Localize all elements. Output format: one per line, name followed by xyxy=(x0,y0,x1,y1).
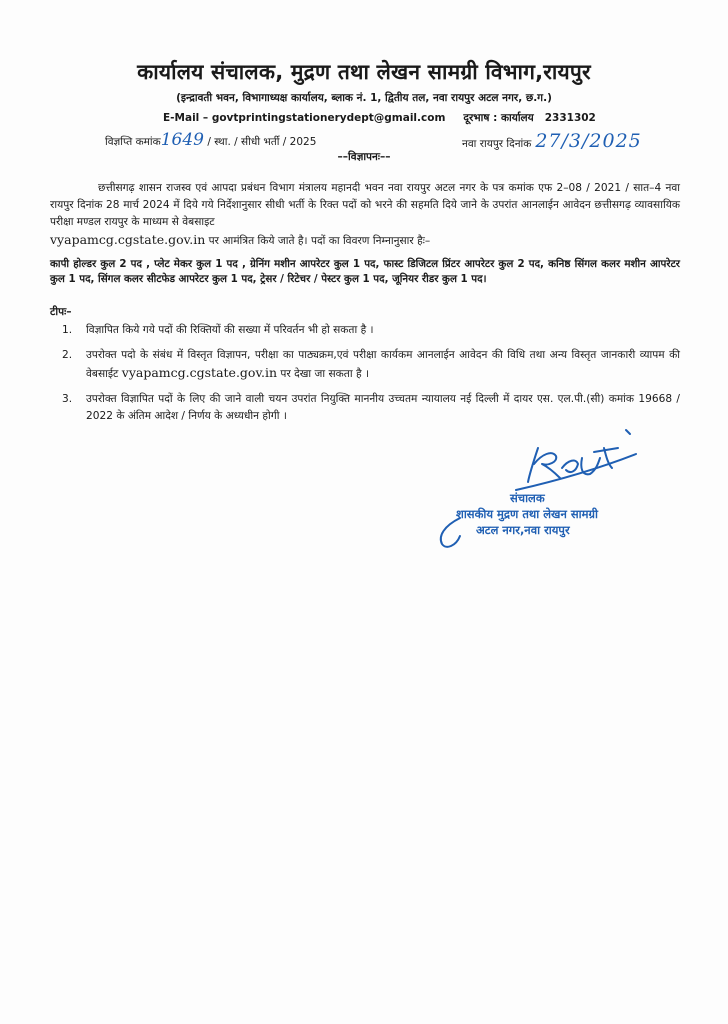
note-number: 3. xyxy=(62,393,73,405)
notice-heading: ––विज्ञापनः–– xyxy=(337,151,391,163)
notice-body xyxy=(50,180,680,250)
notes-label: टीपः– xyxy=(50,306,72,318)
signatory-location: अटल नगर,नवा रायपुर xyxy=(476,523,570,537)
body-text-1: छत्तीसगढ़ शासन राजस्व एवं आपदा प्रबंधन विभाग मंत्रालय महानदी भवन नवा रायपुर अटल नगर के पत्र कमांक एफ 2–08 / 2021 / सात–4 नवा रायपुर दिनांक 28 मार्च 2024 में दिये गये निर्देशानुसार सीधी भर्ती के रिक्त पदों को भरने की सहमति दिये जाने के उपरांत आनलाईन आवेदन छत्तीसगढ़ व्यावसायिक परीक्षा मण्डल रायपुर के माध्यम से वेबसाइट xyxy=(50,182,680,228)
note-item xyxy=(50,322,680,339)
handwritten-date: 27/3/2025 xyxy=(535,130,642,152)
signature-lines xyxy=(430,490,598,538)
office-title: कार्यालय संचालक, मुद्रण तथा लेखन सामग्री विभाग,रायपुर xyxy=(137,60,591,84)
body-text-2: पर आमंत्रित किये जाते है। पदों का विवरण निम्नानुसार हैः– xyxy=(208,235,431,247)
signature-stroke xyxy=(528,448,538,482)
note-text-end: पर देखा जा सकता है । xyxy=(280,368,369,380)
signature-stroke xyxy=(534,453,560,478)
note-text: उपरोक्त विज्ञापित पदों के लिए की जाने वाली चयन उपरांत नियुक्ति माननीय उच्चतम न्यायालय नई दिल्ली में दायर एस. एल.पी.(सी) कमांक 19668 / 2022 के अंतिम आदेश / निर्णय के अध्यधीन होगी । xyxy=(86,393,680,422)
reference-prefix: विज्ञप्ति कमांक xyxy=(105,136,161,148)
handwritten-reference-number: 1649 xyxy=(160,130,204,150)
email-text: E-Mail – govtprintingstationerydept@gmail.com xyxy=(163,112,446,124)
note-number: 2. xyxy=(62,349,73,361)
phone-number: 2331302 xyxy=(544,112,596,124)
date-label: नवा रायपुर दिनांक xyxy=(462,138,532,150)
phone-label: दूरभाष : कार्यालय xyxy=(463,112,534,124)
contact-line xyxy=(163,111,596,125)
reference-date xyxy=(462,130,642,152)
signatory-department: शासकीय मुद्रण तथा लेखन सामग्री xyxy=(456,507,598,521)
note-number: 1. xyxy=(62,324,73,336)
note-text: उपरोक्त पदो के संबंध में विस्तृत विज्ञापन, परीक्षा का पाठ्यक्रम,एवं परीक्षा कार्यकम आनलाईन आवेदन की विधि तथा अन्य विस्तृत जानकारी व्यापम की वेबसाईट xyxy=(86,349,680,380)
signature-stroke xyxy=(562,461,578,472)
signature-block xyxy=(430,418,690,558)
signature-stroke xyxy=(626,430,630,434)
reference-number xyxy=(105,130,316,150)
note-text: विज्ञापित किये गये पदों की रिक्तियों की सख्या में परिवर्तन भी हो सकता है । xyxy=(86,324,374,336)
signatory-designation: संचालक xyxy=(510,491,545,505)
note-item xyxy=(50,347,680,383)
notes-list xyxy=(50,322,680,433)
note-website: vyapamcg.cgstate.gov.in xyxy=(121,365,278,380)
posts-list: कापी होल्डर कुल 2 पद , प्लेट मेकर कुल 1 पद , ग्रेनिंग मशीन आपरेटर कुल 1 पद, फास्ट डिजिटल प्रिंटर आपरेटर कुल 2 पद, कनिष्ठ सिंगल कलर मशीन आपरेटर कुल 1 पद, सिंगल कलर सीटफेड आपरेटर कुल 1 पद, ट्रेसर / रिटेचर / पेस्टर कुल 1 पद, जूनियर रीडर कुल 1 पद। xyxy=(50,258,680,285)
signature-stroke xyxy=(594,448,618,452)
body-website: vyapamcg.cgstate.gov.in xyxy=(50,232,206,247)
reference-suffix: / स्था. / सीधी भर्ती / 2025 xyxy=(207,136,317,148)
office-address: (इन्द्रावती भवन, विभागाध्यक्ष कार्यालय, ब्लाक नं. 1, द्वितीय तल, नवा रायपुर अटल नगर, छ.ग.) xyxy=(176,92,552,104)
